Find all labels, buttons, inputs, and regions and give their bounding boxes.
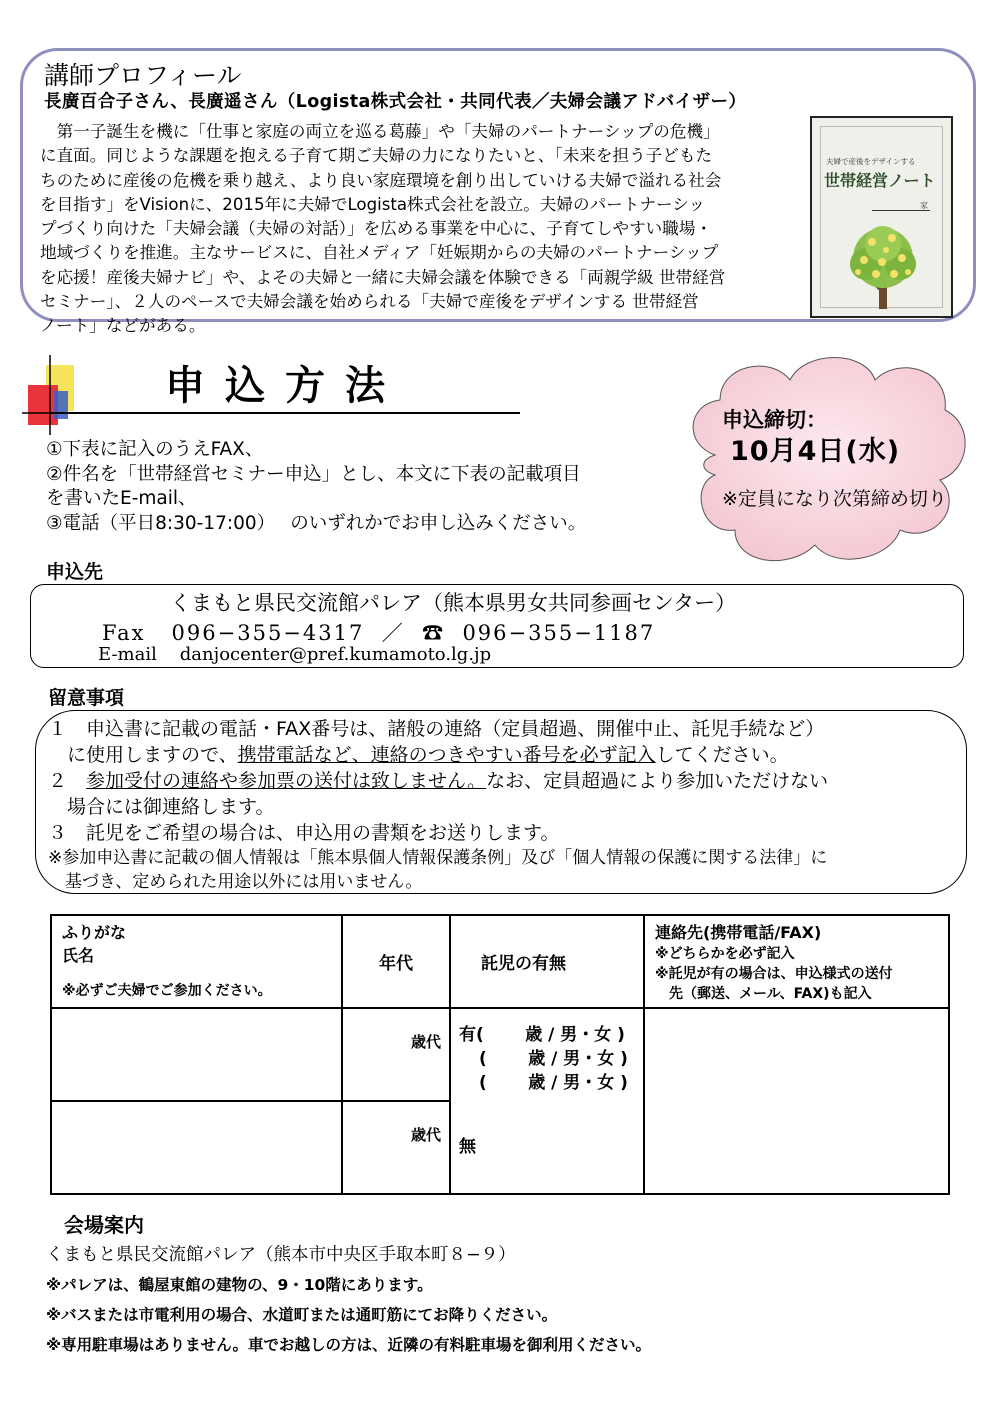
venue-note: ※バスまたは市電利用の場合、水道町または通町筋にてお降りください。 [46,1306,558,1324]
note-line: 場合には御連絡します。 [48,796,275,818]
destination-heading: 申込先 [46,561,104,583]
name-header-cell [51,915,342,1008]
profile-line: を応援！産後夫婦ナビ」や、よその夫婦と一緒に夫婦会議を体験できる「両親学級 世帯経営 [40,267,726,287]
name-input-cell-1[interactable] [51,1008,342,1101]
note-line: ２ 参加受付の連絡や参加票の送付は致しません。なお、定員超過により参加いただけない [48,770,829,792]
profile-line: 第一子誕生を機に「仕事と家庭の両立を巡る葛藤」や「夫婦のパートナーシップの危機」 [40,122,720,141]
contact-input-cell[interactable] [644,1008,949,1194]
fax-label: Fax [102,621,146,645]
contact-note: ※どちらかを必ず記入 [655,946,795,962]
book-name-suffix: 家 [920,201,928,210]
venue-note: ※専用駐車場はありません。車でお越しの方は、近隣の有料駐車場を御利用ください。 [46,1336,652,1354]
underlined-text: 携帯電話など、連絡のつきやすい番号を必ず記入 [237,744,656,766]
note-line: ※参加申込書に記載の個人情報は「熊本県個人情報保護条例」及び「個人情報の保護に関する法律」に [48,848,828,868]
contact-note: 先（郵送、メール、FAX)も記入 [655,986,872,1002]
profile-heading: 講師プロフィール [44,61,242,90]
destination-fax-line [102,617,655,647]
profile-line: セミナー」、２人のペースで夫婦会議を始められる「夫婦で産後をデザインする 世帯経営 [40,292,699,312]
application-form-table [50,914,950,1195]
deadline-note: ※定員になり次第締め切り [722,488,947,510]
profile-line: を目指す」をVisionに、2015年に夫婦でLogista株式会社を設立。夫婦のパートナーシッ [40,194,706,214]
apply-methods [46,438,686,536]
destination-org: くまもと県民交流館パレア（熊本県男女共同参画センター） [170,591,737,615]
underlined-text: 参加受付の連絡や参加票の送付は致しません。 [86,770,487,792]
notes-list [48,716,963,894]
note-line: に使用しますので、携帯電話など、連絡のつきやすい番号を必ず記入してください。 [48,744,789,766]
age-header: 年代 [342,915,450,1008]
destination-email-line [98,644,491,665]
fax-number: 096−355−4317 [171,621,365,645]
childcare-row: ( 歳 / 男・女 ) [479,1049,628,1069]
email-label: E-mail [98,644,157,665]
book-cover-image [810,116,953,318]
title-underline [50,412,520,414]
profile-line: ちのために産後の危機を乗り越え、より良い家庭環境を創り出していける夫婦で溢れる社会 [40,170,722,190]
method-line: ②件名を「世帯経営セミナー申込」とし、本文に下表の記載項目 [46,463,581,485]
email-address[interactable]: danjocenter@pref.kumamoto.lg.jp [179,644,492,665]
method-line: ①下表に記入のうえFAX、 [46,439,264,460]
apply-title: 申込方法 [165,363,405,409]
age-suffix: 歳代 [410,1033,441,1051]
couple-note: ※必ずご夫婦でご参加ください。 [62,983,272,999]
tel-number: 096−355−1187 [462,621,656,645]
name-input-cell-2[interactable] [51,1101,342,1194]
name-label: 氏名 [62,946,95,965]
note-line: 基づき、定められた用途以外には用いません。 [48,872,423,892]
deadline-date: 10月4日(水) [730,436,901,467]
contact-header-cell [644,915,949,1008]
furigana-label: ふりがな [62,923,127,942]
separator: ／ [381,621,405,645]
age-input-cell-1[interactable] [342,1008,450,1101]
age-suffix: 歳代 [410,1126,441,1144]
childcare-header: 託児の有無 [450,915,644,1008]
tree-icon [842,222,924,312]
profile-body [40,120,810,339]
profile-names: 長廣百合子さん、長廣遥さん（Logista株式会社・共同代表／夫婦会議アドバイザー） [44,92,747,112]
deadline-label: 申込締切： [722,408,827,432]
phone-icon: ☎ [422,621,446,645]
note-line: ３ 託児をご希望の場合は、申込用の書類をお送りします。 [48,822,560,844]
decorative-squares [22,355,82,435]
profile-line: 地域づくりを推進。主なサービスに、自社メディア「妊娠期からの夫婦のパートナーシップ [40,243,719,263]
note-line: １ 申込書に記載の電話・FAX番号は、諸般の連絡（定員超過、開催中止、託児手続など） [48,718,825,740]
method-line: を書いたE-mail、 [46,488,197,509]
childcare-cell[interactable] [450,1008,644,1194]
book-title: 世帯経営ノート [824,171,936,190]
contact-header: 連絡先(携帯電話/FAX) [655,923,822,942]
profile-line: に直面。同じような課題を抱える子育て期ご夫婦の力になりたいと、「未来を担う子どもた [40,146,713,166]
profile-line: プづくり向けた「夫婦会議（夫婦の対話）」を広める事業を中心に、子育てしやすい職場・ [40,219,713,239]
notes-heading: 留意事項 [48,687,125,709]
venue-info [46,1240,651,1360]
book-subtitle: 夫婦で産後をデザインする [826,157,916,166]
childcare-row: 有( 歳 / 男・女 ) [459,1025,625,1045]
profile-line: ノート」などがある。 [40,316,206,336]
contact-note: ※託児が有の場合は、申込様式の送付 [655,966,893,982]
childcare-row: ( 歳 / 男・女 ) [479,1073,628,1093]
venue-address: くまもと県民交流館パレア（熊本市中央区手取本町８−９） [46,1245,516,1265]
venue-note: ※パレアは、鶴屋東館の建物の、9・10階にあります。 [46,1276,433,1294]
childcare-no: 無 [459,1137,476,1157]
venue-heading: 会場案内 [64,1213,144,1237]
age-input-cell-2[interactable] [342,1101,450,1194]
method-line: ③電話（平日8:30-17:00） のいずれかでお申し込みください。 [46,512,587,534]
